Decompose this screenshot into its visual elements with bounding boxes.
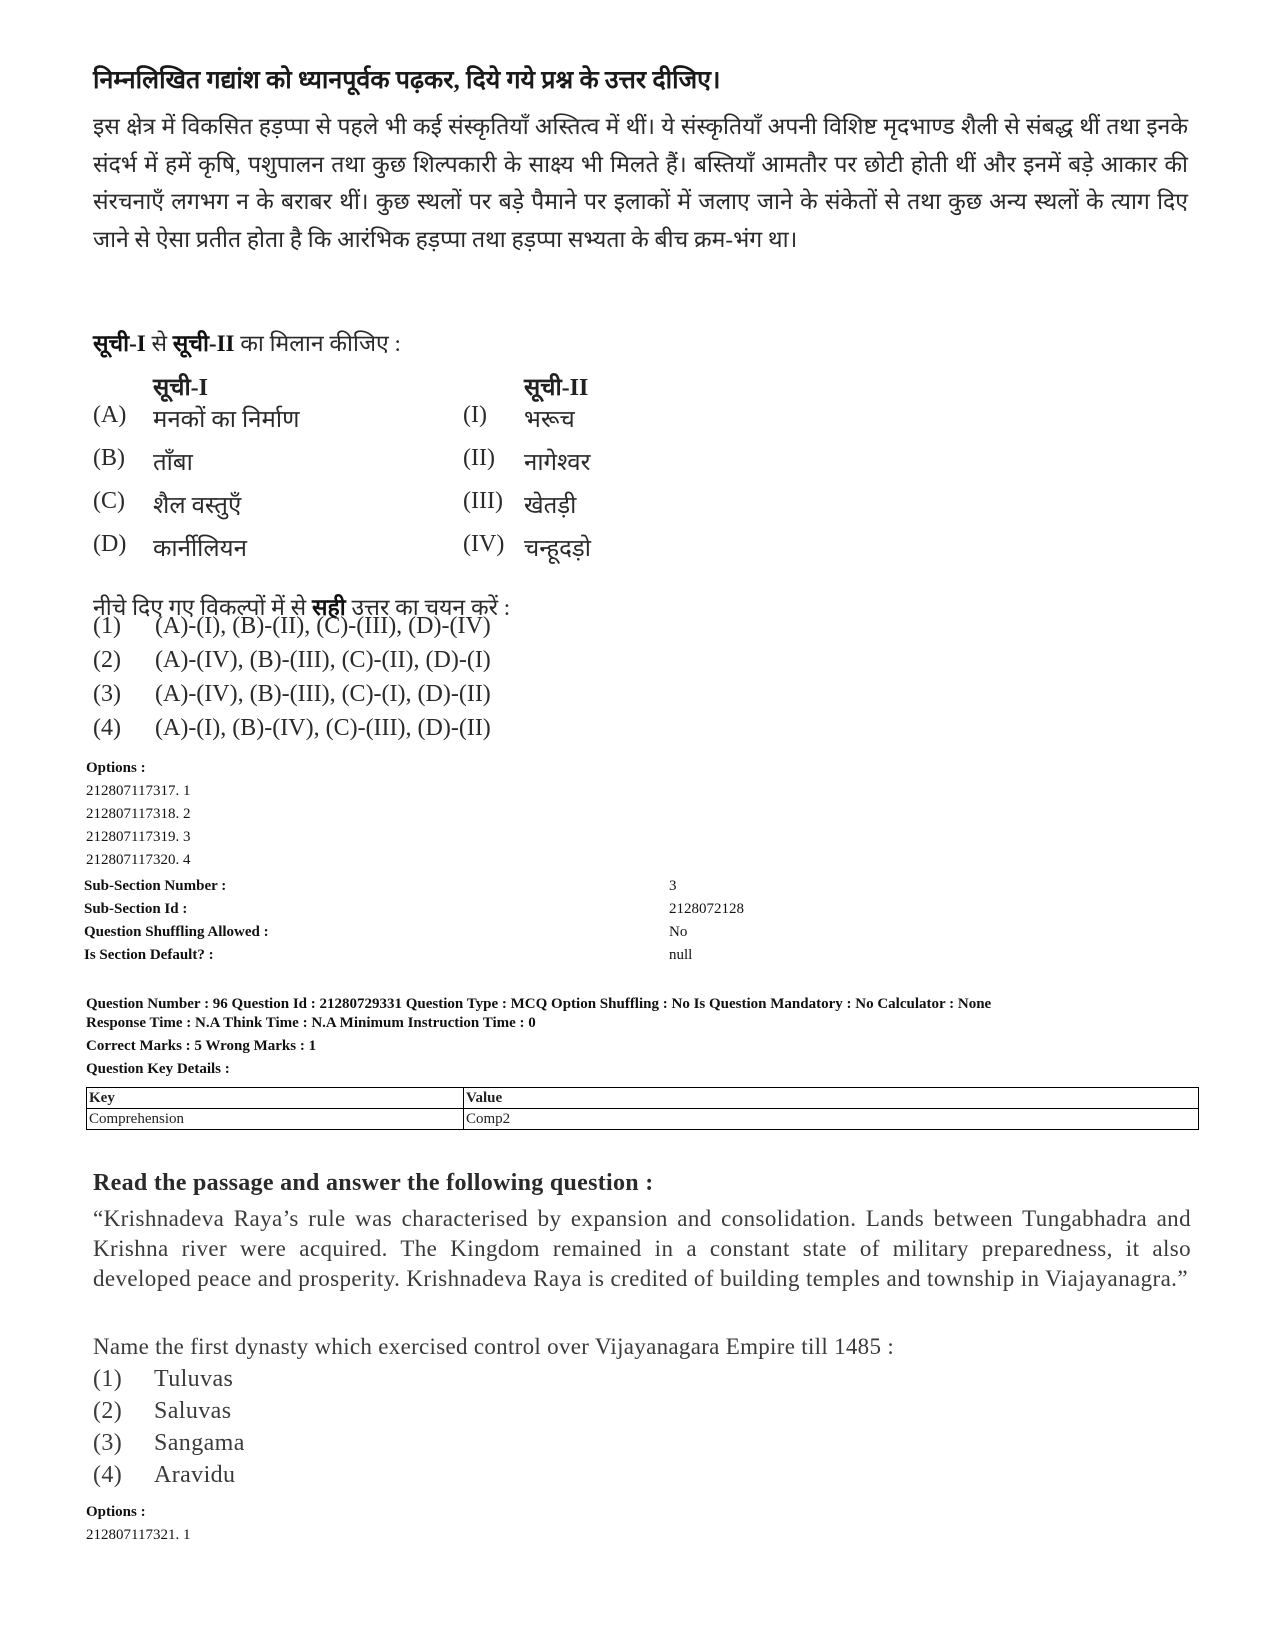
row-letter: (C) bbox=[93, 488, 125, 514]
hindi-passage bbox=[93, 108, 1188, 258]
choice-text: Saluvas bbox=[154, 1398, 232, 1424]
row-place: खेतड़ी bbox=[524, 493, 577, 519]
choice-text: Tuluvas bbox=[154, 1366, 234, 1392]
answer-choice bbox=[93, 715, 693, 749]
list2-heading: सूची-II bbox=[524, 375, 589, 401]
match-rest: का मिलान कीजिए : bbox=[234, 331, 401, 356]
hindi-passage-text: इस क्षेत्र में विकसित हड़प्पा से पहले भी कई संस्कृतियाँ अस्तित्व में थीं। ये संस्कृतियाँ अपनी विशिष्ट मृदभाण्ड शैली से संबद्ध थीं तथा इनके संदर्भ में हमें कृषि, पशुपालन तथा कुछ शिल्पकारी के साक्ष्य भी मिलते हैं। बस्तियाँ आमतौर पर छोटी होती थीं और इनमें बड़े आकार की संरचनाएँ लगभग न के बराबर थीं। कुछ स्थलों पर बड़े पैमाने पर इलाकों में जलाए जाने के संकेतों से तथा कुछ अन्य स्थलों के त्याग दिए जाने से ऐसा प्रतीत होता है कि आरंभिक हड़प्पा तथा हड़प्पा सभ्यता के बीच क्रम-भंग था। bbox=[93, 114, 1188, 252]
question-meta-line1: Question Number : 96 Question Id : 21280729331 Question Type : MCQ Option Shuffling : No Is Question Mandatory : No Calculator : None bbox=[86, 996, 992, 1012]
table-header-value: Value bbox=[464, 1088, 1199, 1109]
answer-choice bbox=[93, 613, 693, 647]
choice-number: (3) bbox=[93, 1430, 123, 1456]
subsection-value: null bbox=[669, 947, 693, 963]
list1-label: सूची-I bbox=[93, 331, 146, 356]
row-roman: (IV) bbox=[463, 531, 505, 557]
answer-choice bbox=[93, 1462, 493, 1496]
choice-text: (A)-(I), (B)-(II), (C)-(III), (D)-(IV) bbox=[155, 613, 491, 639]
answer-choice bbox=[93, 647, 693, 681]
answer-choice bbox=[93, 1430, 493, 1464]
choice-text: (A)-(I), (B)-(IV), (C)-(III), (D)-(II) bbox=[155, 715, 491, 741]
row-place: चन्हूदड़ो bbox=[524, 536, 591, 562]
choose-pre: नीचे दिए गए विकल्पों में से bbox=[93, 595, 312, 620]
option-id: 212807117318. 2 bbox=[86, 806, 191, 822]
row-roman: (I) bbox=[463, 402, 487, 428]
option-id: 212807117320. 4 bbox=[86, 852, 191, 868]
choose-post: उत्तर का चयन करें : bbox=[345, 595, 511, 620]
option-id: 212807117317. 1 bbox=[86, 783, 191, 799]
choice-number: (4) bbox=[93, 1462, 123, 1488]
answer-choice bbox=[93, 681, 693, 715]
row-roman: (III) bbox=[463, 488, 503, 514]
choice-number: (1) bbox=[93, 613, 121, 639]
row-item: कार्नीलियन bbox=[153, 536, 247, 562]
subsection-key: Is Section Default? : bbox=[84, 947, 214, 963]
subsection-key: Sub-Section Id : bbox=[84, 901, 188, 917]
options-label: Options : bbox=[86, 1504, 146, 1520]
question-key-table bbox=[86, 1087, 1199, 1130]
subsection-key: Sub-Section Number : bbox=[84, 878, 227, 894]
option-id: 212807117319. 3 bbox=[86, 829, 191, 845]
row-roman: (II) bbox=[463, 445, 495, 471]
choice-text: (A)-(IV), (B)-(III), (C)-(II), (D)-(I) bbox=[155, 647, 491, 673]
english-passage bbox=[93, 1204, 1191, 1294]
subsection-value: No bbox=[669, 924, 688, 940]
row-item: शैल वस्तुएँ bbox=[153, 493, 242, 519]
table-cell-key: Comprehension bbox=[87, 1109, 464, 1130]
option-id: 212807117321. 1 bbox=[86, 1527, 191, 1543]
row-place: नागेश्वर bbox=[524, 450, 591, 476]
subsection-key: Question Shuffling Allowed : bbox=[84, 924, 269, 940]
row-item: मनकों का निर्माण bbox=[153, 407, 300, 433]
table-header-key: Key bbox=[87, 1088, 464, 1109]
answer-choice bbox=[93, 1366, 493, 1400]
question-meta-line2: Response Time : N.A Think Time : N.A Minimum Instruction Time : 0 bbox=[86, 1015, 536, 1031]
hindi-passage-heading: निम्नलिखित गद्यांश को ध्यानपूर्वक पढ़कर, दिये गये प्रश्न के उत्तर दीजिए। bbox=[93, 67, 721, 94]
question-marks: Correct Marks : 5 Wrong Marks : 1 bbox=[86, 1038, 317, 1054]
question-key-details-label: Question Key Details : bbox=[86, 1061, 230, 1077]
row-letter: (B) bbox=[93, 445, 125, 471]
choice-number: (1) bbox=[93, 1366, 123, 1392]
subsection-value: 2128072128 bbox=[669, 901, 744, 917]
english-passage-heading: Read the passage and answer the following question : bbox=[93, 1170, 654, 1196]
match-row bbox=[93, 445, 693, 491]
row-item: ताँबा bbox=[153, 450, 193, 476]
choice-text: Aravidu bbox=[154, 1462, 236, 1488]
list2-label: सूची-II bbox=[172, 331, 235, 356]
choice-number: (3) bbox=[93, 681, 121, 707]
table-header-row bbox=[87, 1088, 1199, 1109]
match-row bbox=[93, 402, 693, 448]
choice-text: (A)-(IV), (B)-(III), (C)-(I), (D)-(II) bbox=[155, 681, 491, 707]
table-cell-value: Comp2 bbox=[464, 1109, 1199, 1130]
subsection-value: 3 bbox=[669, 878, 677, 894]
match-connector: से bbox=[145, 331, 173, 356]
choice-text: Sangama bbox=[154, 1430, 245, 1456]
list1-heading: सूची-I bbox=[153, 375, 209, 401]
row-place: भरूच bbox=[524, 407, 575, 433]
question-text: Name the first dynasty which exercised control over Vijayanagara Empire till 1485 : bbox=[93, 1334, 895, 1359]
table-row bbox=[87, 1109, 1199, 1130]
row-letter: (D) bbox=[93, 531, 127, 557]
english-passage-text: “Krishnadeva Raya’s rule was characterised by expansion and consolidation. Lands between Tungabhadra and Krishna river were acquired. The Kingdom remained in a constant state of military preparedness, it also developed peace and prosperity. Krishnadeva Raya is credited of building temples and township in Viajayanagra.” bbox=[93, 1206, 1191, 1291]
choice-number: (4) bbox=[93, 715, 121, 741]
match-row bbox=[93, 488, 693, 534]
row-letter: (A) bbox=[93, 402, 127, 428]
match-instruction bbox=[93, 326, 401, 358]
options-label: Options : bbox=[86, 760, 146, 776]
choice-number: (2) bbox=[93, 1398, 123, 1424]
choice-number: (2) bbox=[93, 647, 121, 673]
match-row bbox=[93, 531, 693, 577]
answer-choice bbox=[93, 1398, 493, 1432]
choose-bold: सही bbox=[311, 595, 346, 620]
